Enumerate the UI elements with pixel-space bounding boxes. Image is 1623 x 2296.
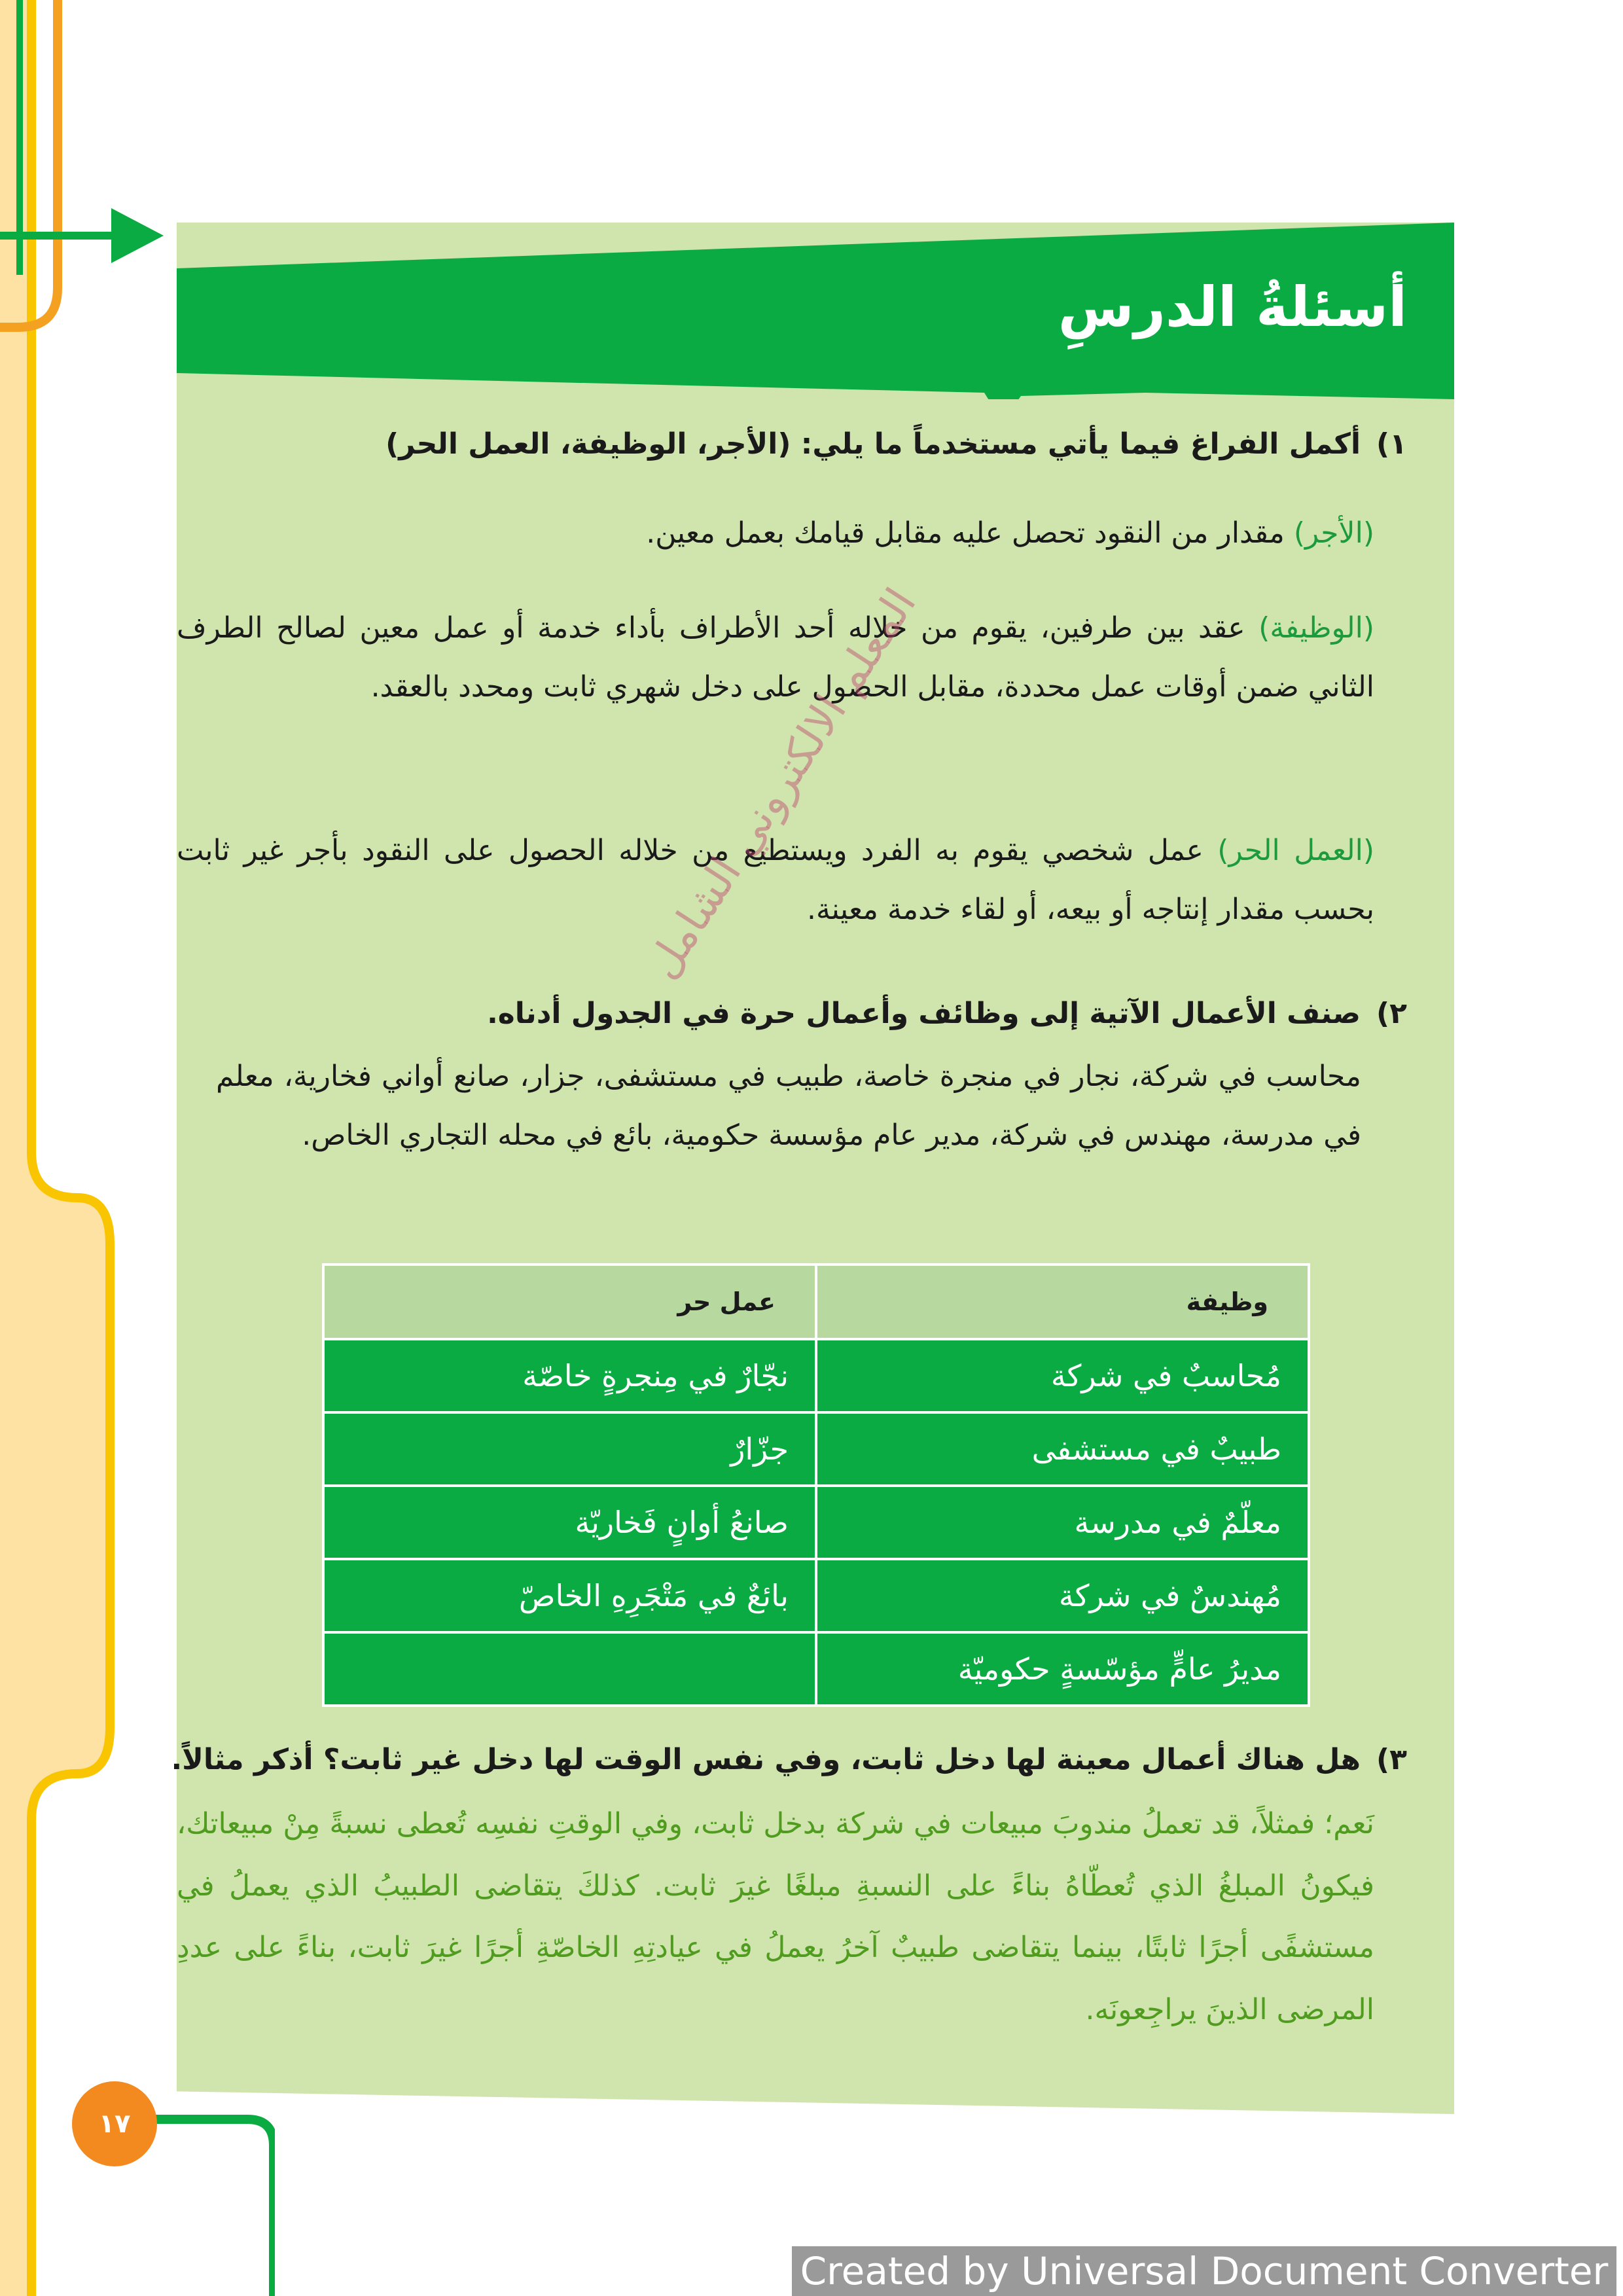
table-row [323,1486,1309,1559]
answer-term: (الوظيفة) [1258,611,1374,645]
question-prompt: هل هناك أعمال معينة لها دخل ثابت، وفي نفس الوقت لها دخل غير ثابت؟ أذكر مثالاً. [171,1743,1361,1776]
table-row [323,1339,1309,1412]
table-row [323,1559,1309,1632]
table-cell: نجّارٌ في مِنجرةٍ خاصّة [323,1339,816,1412]
question-prompt: أكمل الفراغ فيما يأتي مستخدماً ما يلي: (الأجر، الوظيفة، العمل الحر) [385,427,1361,461]
table-cell: معلّمٌ في مدرسة [816,1486,1309,1559]
table-cell: بائعٌ في مَتْجَرِهِ الخاصّ [323,1559,816,1632]
table-cell: طبيبٌ في مستشفى [816,1412,1309,1486]
answer-term: (الأجر) [1293,516,1374,550]
table-cell [323,1632,816,1706]
answer-item [177,599,1374,717]
table-cell: جزّارٌ [323,1412,816,1486]
question-1 [196,425,1407,463]
table-row [323,1632,1309,1706]
converter-footer: Created by Universal Document Converter [792,2246,1616,2296]
question-prompt: صنف الأعمال الآتية إلى وظائف وأعمال حرة في الجدول أدناه. [487,997,1361,1030]
answer-text: عمل شخصي يقوم به الفرد ويستطيع من خلاله الحصول على النقود بأجر غير ثابت بحسب مقدار إنتاجه أو بيعه، أو لقاء خدمة معينة. [177,834,1374,927]
question-number: ٢) [1376,997,1407,1030]
table-header-row [323,1265,1309,1339]
question-number: ١) [1376,427,1407,461]
question-2-text: محاسب في شركة، نجار في منجرة خاصة، طبيب في مستشفى، جزار، صانع أواني فخارية، معلم في مدرسة، مهندس في شركة، مدير عام مؤسسة حكومية، بائع في محله التجاري الخاص. [216,1060,1361,1153]
answer-item [177,504,1374,563]
answer-text: مقدار من النقود تحصل عليه مقابل قيامك بعمل معين. [646,516,1294,550]
question-3 [171,1741,1407,1778]
page-number: ١٧ [72,2081,157,2166]
question-2 [196,995,1407,1032]
question-3-answer: نَعم؛ فمثلاً، قد تعملُ مندوبَ مبيعات في شركة بدخل ثابت، وفي الوقتِ نفسِه تُعطى نسبةً مِنْ مبيعاتك، فيكونُ المبلغُ الذي تُعطّاهُ بناءً على النسبةِ مبلغًا غيرَ ثابت. كذلكَ يتقاضى الطبيبُ الذي يعملُ في مستشفًى أجرًا ثابتًا، بينما يتقاضى طبيبٌ آخرُ يعملُ في عيادتِهِ الخاصّةِ أجرًا غيرَ ثابت، بناءً على عددِ المرضى الذينَ يراجِعونَه. [177,1807,1374,2026]
answer-text: عقد بين طرفين، يقوم من خلاله أحد الأطراف بأداء خدمة أو عمل معين لصالح الطرف الثاني ضمن أوقات عمل محددة، مقابل الحصول على دخل شهري ثابت ومحدد بالعقد. [177,611,1374,704]
answer-term: (العمل الحر) [1217,834,1374,867]
table-cell: صانعُ أوانٍ فَخاريّة [323,1486,816,1559]
table-row [323,1412,1309,1486]
column-header-freelance: عمل حر [323,1265,816,1339]
watermark: المعلم الالكتروني الشامل [636,579,926,988]
table-cell: مُحاسبٌ في شركة [816,1339,1309,1412]
column-header-job: وظيفة [816,1265,1309,1339]
table-cell: مديرُ عامٍّ مؤسّسةٍ حكوميّة [816,1632,1309,1706]
table-cell: مُهندسٌ في شركة [816,1559,1309,1632]
classification-table [322,1263,1310,1707]
answer-item [177,821,1374,939]
question-number: ٣) [1376,1743,1407,1776]
page-title: أسئلةُ الدرسِ [1058,275,1407,339]
